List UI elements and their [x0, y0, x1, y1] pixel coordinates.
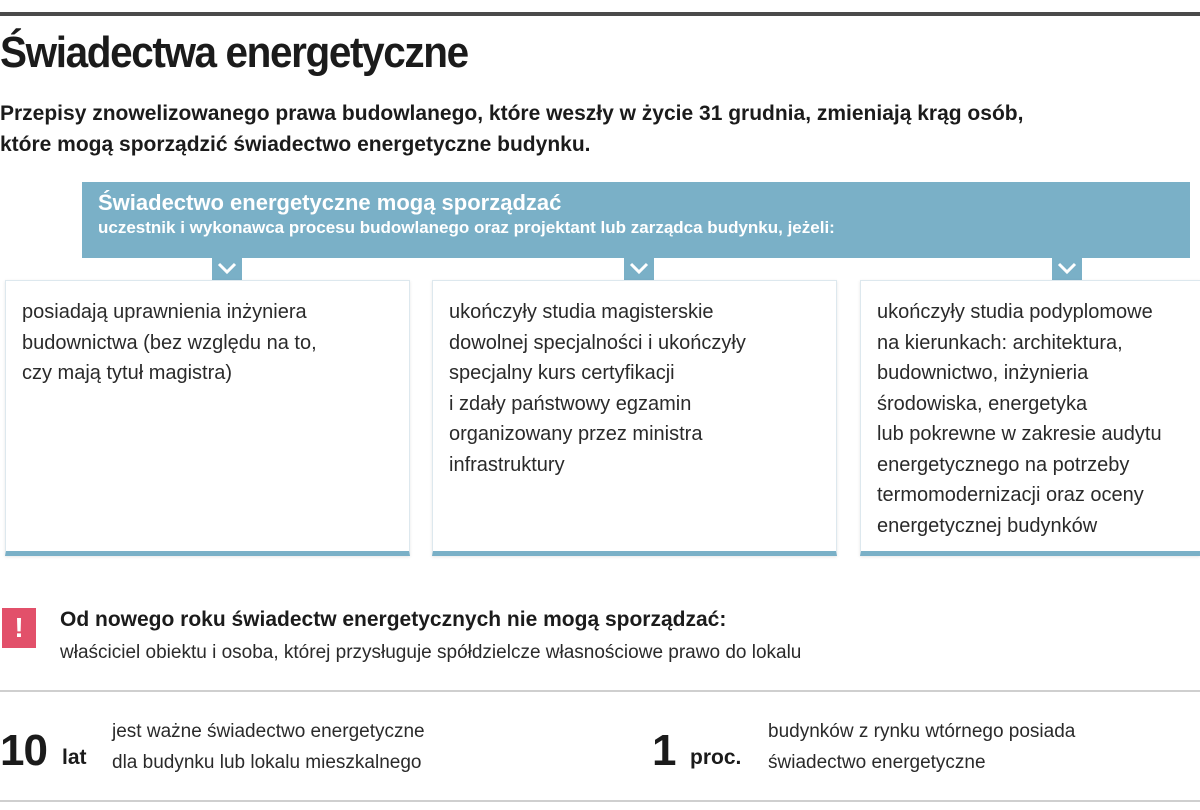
info-banner	[82, 182, 1190, 258]
chevron-down-icon	[1052, 258, 1082, 280]
card-line: i zdały państwowy egzamin	[449, 392, 692, 415]
alert-title: Od nowego roku świadectw energetycznych nie mogą sporządzać:	[60, 608, 727, 631]
divider	[0, 800, 1200, 802]
stat-desc-line: budynków z rynku wtórnego posiada	[768, 721, 1076, 742]
divider	[0, 690, 1200, 692]
exclamation-icon: !	[2, 608, 36, 648]
card-line: infrastruktury	[449, 453, 565, 476]
card-line: budownictwa (bez względu na to,	[22, 331, 317, 354]
lead-paragraph	[0, 98, 1200, 160]
card-line: energetycznego na potrzeby	[877, 453, 1130, 476]
lead-line-1: Przepisy znowelizowanego prawa budowlanego, które weszły w życie 31 grudnia, zmieniają krąg osób,	[0, 102, 1024, 125]
stat-desc-line: świadectwo energetyczne	[768, 752, 986, 773]
card-line: posiadają uprawnienia inżyniera	[22, 301, 307, 323]
criteria-card-1	[5, 280, 410, 556]
stat-number-percent: 1	[652, 726, 676, 775]
criteria-card-2	[432, 280, 837, 556]
card-line: środowiska, energetyka	[877, 392, 1088, 415]
card-line: dowolnej specjalności i ukończyły	[449, 331, 746, 354]
criteria-card-3	[860, 280, 1200, 556]
lead-line-2: które mogą sporządzić świadectwo energetyczne budynku.	[0, 133, 591, 156]
alert-text: właściciel obiektu i osoba, której przysługuje spółdzielcze własnościowe prawo do lokalu	[60, 642, 802, 663]
stat-desc-line: jest ważne świadectwo energetyczne	[112, 721, 425, 742]
stat-desc-line: dla budynku lub lokalu mieszkalnego	[112, 752, 422, 773]
stat-unit-percent: proc.	[690, 746, 742, 769]
card-line: ukończyły studia magisterskie	[449, 301, 714, 323]
card-line: lub pokrewne w zakresie audytu	[877, 423, 1162, 445]
card-line: ukończyły studia podyplomowe	[877, 301, 1153, 323]
stat-number-years: 10	[0, 726, 47, 775]
card-line: termomodernizacji oraz oceny	[877, 484, 1144, 506]
chevron-down-icon	[624, 258, 654, 280]
card-line: na kierunkach: architektura,	[877, 331, 1123, 354]
top-rule	[0, 12, 1200, 16]
banner-title: Świadectwo energetyczne mogą sporządzać	[98, 190, 562, 215]
card-line: organizowany przez ministra	[449, 423, 703, 445]
page-title: Świadectwa energetyczne	[0, 28, 468, 77]
card-line: specjalny kurs certyfikacji	[449, 362, 675, 384]
card-line: czy mają tytuł magistra)	[22, 362, 233, 384]
stat-description-years	[112, 716, 425, 778]
banner-subtitle: uczestnik i wykonawca procesu budowlanego oraz projektant lub zarządca budynku, jeżeli:	[98, 218, 835, 237]
card-line: energetycznej budynków	[877, 514, 1098, 537]
stat-description-percent	[768, 716, 1075, 778]
card-line: budownictwo, inżynieria	[877, 362, 1089, 384]
chevron-down-icon	[212, 258, 242, 280]
stat-unit-years: lat	[62, 746, 87, 769]
